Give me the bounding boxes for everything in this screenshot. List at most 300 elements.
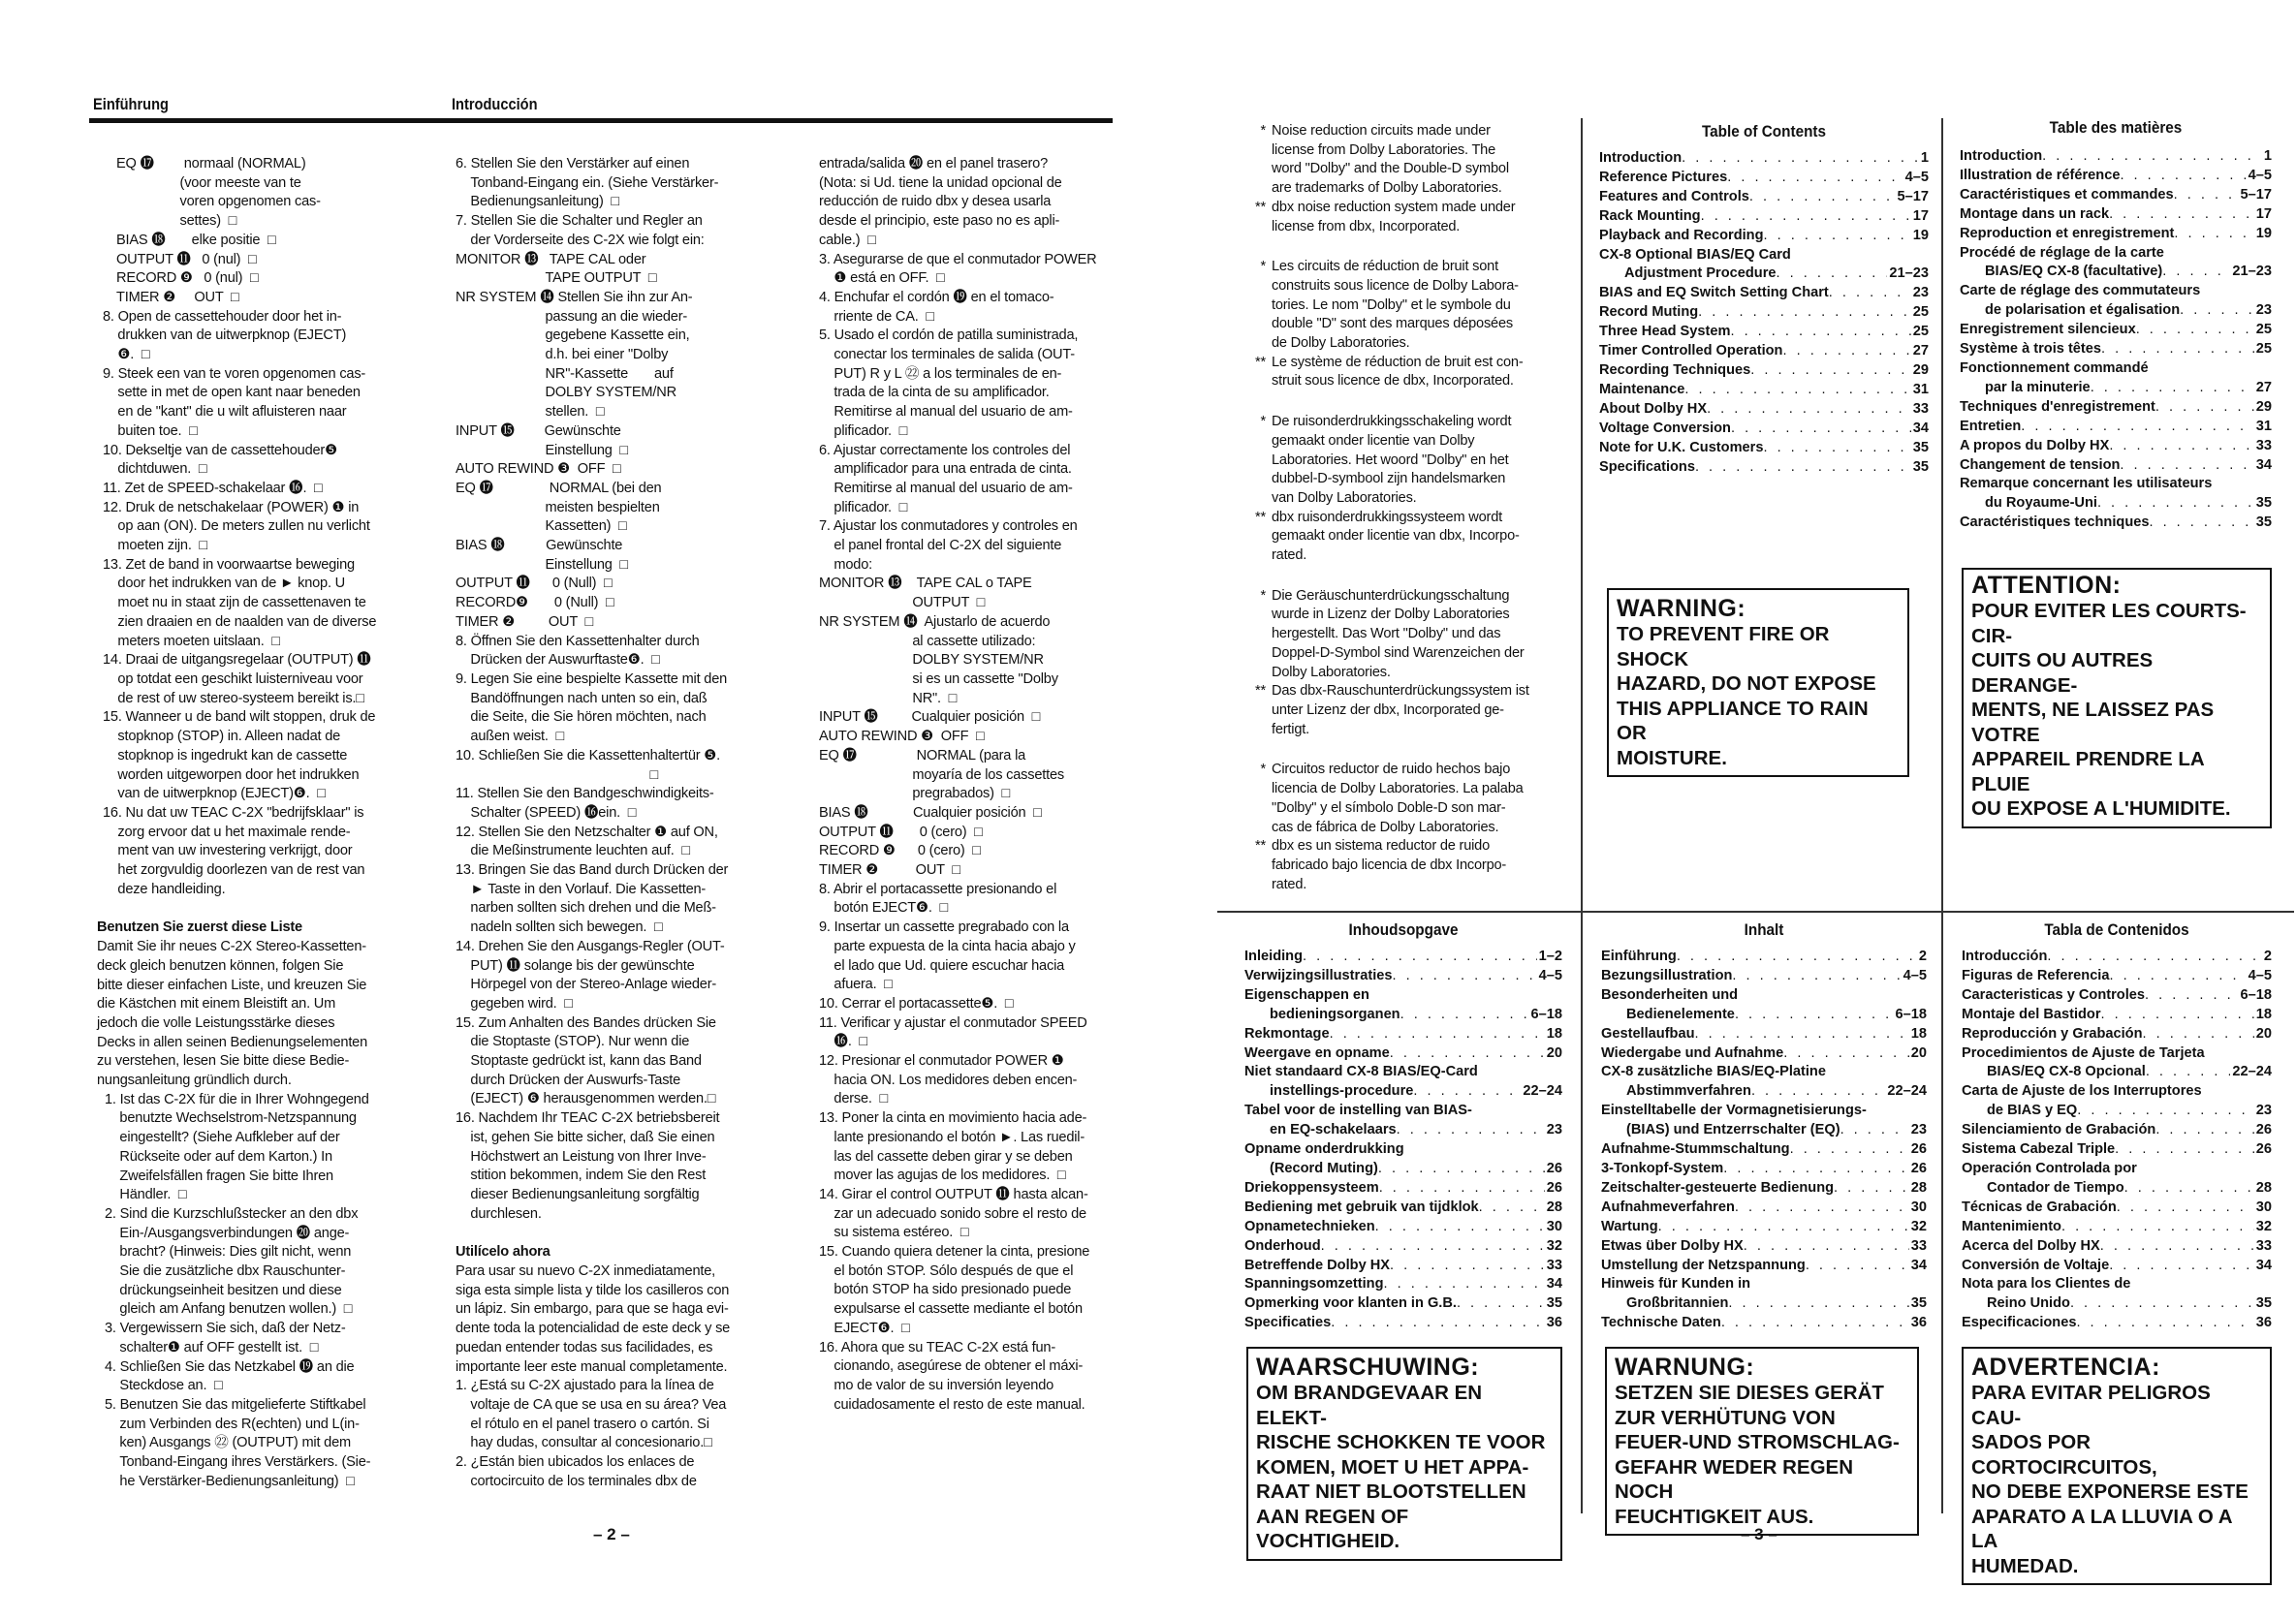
toc-entry[interactable] — [1599, 303, 1929, 323]
toc-french-list — [1960, 147, 2272, 533]
toc-entry-label: Système à trois têtes — [1960, 341, 2102, 358]
toc-entry[interactable] — [1244, 1140, 1562, 1160]
toc-leader-dots — [1782, 342, 1910, 361]
toc-leader-dots — [1783, 1044, 1909, 1064]
toc-entry[interactable] — [1599, 246, 1929, 265]
toc-entry[interactable] — [1601, 1082, 1927, 1102]
toc-entry[interactable] — [1601, 1160, 1927, 1179]
toc-entry[interactable] — [1601, 1063, 1927, 1082]
divider-v1 — [1581, 118, 1583, 1513]
toc-leader-dots — [2120, 167, 2246, 186]
toc-entry[interactable] — [1960, 359, 2272, 379]
toc-entry[interactable] — [1601, 1140, 1927, 1160]
toc-entry-label: Fonctionnement commandé — [1960, 359, 2149, 376]
warning-german-body: SETZEN SIE DIESES GERÄT ZUR VERHÜTUNG VON FEUER-UND STROMSCHLAG- GEFAHR WEDER REGEN NOCH FEUCHTIGKEIT AUS. — [1615, 1382, 1900, 1528]
note-mark: ** — [1255, 354, 1266, 370]
toc-leader-dots — [1698, 303, 1911, 323]
toc-entry-page: 34 — [1910, 1257, 1927, 1273]
toc-entry-label: Playback and Recording — [1599, 227, 1764, 243]
toc-entry-page: 6–18 — [1895, 1006, 1927, 1022]
toc-leader-dots — [2136, 321, 2254, 340]
toc-entry-page: 20 — [2255, 1025, 2272, 1042]
toc-leader-dots — [1744, 1237, 1909, 1257]
toc-entry[interactable] — [1599, 149, 1929, 169]
warning-german — [1605, 1347, 1919, 1536]
toc-entry-label: Caractéristiques techniques — [1960, 514, 2150, 531]
toc-leader-dots — [2109, 1257, 2254, 1276]
toc-entry[interactable] — [1244, 1199, 1562, 1218]
toc-entry[interactable] — [1601, 1006, 1927, 1025]
toc-entry-label: Maintenance — [1599, 381, 1685, 397]
warning-english-body: TO PREVENT FIRE OR SHOCK HAZARD, DO NOT EXPOSE THIS APPLIANCE TO RAIN OR MOISTURE. — [1617, 623, 1876, 769]
toc-entry[interactable] — [1960, 398, 2272, 418]
toc-entry-page: 33 — [1910, 1237, 1927, 1254]
toc-leader-dots — [1397, 1121, 1545, 1140]
toc-entry[interactable] — [1601, 1275, 1927, 1294]
toc-leader-dots — [1730, 323, 1910, 342]
toc-leader-dots — [1331, 1314, 1545, 1333]
toc-entry-label: Three Head System — [1599, 324, 1731, 340]
toc-entry[interactable] — [1960, 282, 2272, 301]
toc-leader-dots — [1321, 1237, 1545, 1257]
toc-entry[interactable] — [1962, 1121, 2272, 1140]
toc-leader-dots — [2149, 514, 2253, 533]
toc-entry-page: 35 — [2255, 1295, 2272, 1312]
toc-entry[interactable] — [1244, 1102, 1562, 1121]
toc-entry-page: 33 — [2255, 1237, 2272, 1254]
toc-entry[interactable] — [1599, 342, 1929, 361]
toc-leader-dots — [1378, 1160, 1545, 1179]
toc-entry-label: Rack Mounting — [1599, 207, 1701, 224]
toc-entry[interactable] — [1599, 439, 1929, 458]
note-text: Les circuits de réduction de bruit sont construits sous licence de Dolby Labora- tories. Le nom "Dolby" et le symbole du double "D" sont des marques déposées de Dolby Laboratories. — [1272, 259, 1519, 352]
toc-entry-label: Zeitschalter-gesteuerte Bedienung — [1601, 1179, 1835, 1196]
toc-entry-label: Introduction — [1960, 148, 2043, 164]
toc-entry-label: Etwas über Dolby HX — [1601, 1237, 1744, 1254]
warning-dutch-title: WAARSCHUWING: — [1256, 1354, 1480, 1381]
toc-entry[interactable] — [1601, 1121, 1927, 1140]
toc-entry-label: de BIAS y EQ — [1987, 1103, 2078, 1119]
toc-entry-label: Timer Controlled Operation — [1599, 343, 1783, 359]
toc-entry[interactable] — [1960, 379, 2272, 398]
toc-entry[interactable] — [1962, 1063, 2272, 1082]
toc-leader-dots — [2091, 379, 2254, 398]
eq-setting-line: RECORD ❾ 0 (nul) □ — [116, 270, 259, 287]
toc-leader-dots — [1790, 1140, 1909, 1160]
toc-entry[interactable] — [1244, 1294, 1562, 1314]
toc-entry[interactable] — [1960, 340, 2272, 359]
toc-entry[interactable] — [1960, 205, 2272, 225]
toc-entry[interactable] — [1244, 948, 1562, 967]
toc-entry-page: 23 — [1910, 1122, 1927, 1138]
toc-leader-dots — [1749, 188, 1896, 207]
toc-leader-dots — [1684, 381, 1910, 400]
toc-entry[interactable] — [1599, 284, 1929, 303]
toc-entry-label: About Dolby HX — [1599, 400, 1708, 417]
toc-entry[interactable] — [1244, 1237, 1562, 1257]
toc-entry-label: Montage dans un rack — [1960, 205, 2110, 222]
toc-entry-page: 18 — [1546, 1025, 1562, 1042]
toc-leader-dots — [2145, 986, 2239, 1006]
toc-entry[interactable] — [1960, 494, 2272, 514]
toc-entry[interactable] — [1244, 1025, 1562, 1044]
toc-entry-page: 26 — [1910, 1160, 1927, 1176]
toc-entry-page: 20 — [1546, 1044, 1562, 1061]
toc-leader-dots — [1834, 1179, 1909, 1199]
warning-english — [1607, 588, 1909, 777]
warning-dutch-body: OM BRANDGEVAAR EN ELEKT- RISCHE SCHOKKEN TE VOOR KOMEN, MOET U HET APPA- RAAT NIET BLOOTSTELLEN AAN REGEN OF VOCHTIGHEID. — [1256, 1382, 1546, 1552]
toc-entry[interactable] — [1601, 967, 1927, 986]
toc-leader-dots — [1457, 1294, 1545, 1314]
toc-entry-page: 1 — [2263, 148, 2272, 164]
toc-entry-page: 22–24 — [2232, 1064, 2272, 1080]
nl-steps: 8. Open de cassettehouder door het in- drukken van de uitwerpknop (EJECT) ❻. □ 9. Steek een van te voren opgenomen cas- sette in met de open kant naar beneden en de "kant" die u wilt afluisteren naar buiten toe. □ 10. Dekseltje van de cassettehouder❺ dichtduwen. □ 11. Zet de SPEED-schakelaar ⓰. □ 12. Druk de netschakelaar (POWER) ❶ in op aan (ON). De meters zullen nu verlicht moeten zijn. □ 13. Zet de band in voorwaartse beweging door het indrukken van de ► knop. U moet nu in staat zijn de cassettenaven te zien draaien en de naalden van de diverse meters moeten uitslaan. □ 14. Draai de uitgangsregelaar (OUTPUT) ⓫ op totdat een geschikt luisterniveau voor de rest of uw stereo-systeem bereikt is.□ 15. Wanneer u de band wilt stoppen, druk de stopknop (STOP) in. Alleen nadat de stopknop is ingedrukt kan de cassette worden uitgeworpen door het indrukken van de uitwerpknop (EJECT)❻. □ 16. Nu dat uw TEAC C-2X "bedrijfsklaar" is zorg ervoor dat u het maximale rende- ment van uw investering verkrijgt, door het zorgvuldig doorlezen van de rest van deze handleiding. — [103, 308, 377, 897]
warning-spanish — [1962, 1347, 2272, 1585]
toc-entry-label: (Record Muting) — [1270, 1160, 1378, 1176]
note-text: dbx es un sistema reductor de ruido fabricado bajo licencia de dbx Incorpo- rated. — [1272, 838, 1507, 892]
toc-entry[interactable] — [1599, 420, 1929, 439]
toc-entry[interactable] — [1244, 1160, 1562, 1179]
toc-entry-page: 34 — [2255, 456, 2272, 473]
toc-german-title: Inhalt — [1744, 920, 1784, 939]
header-introduccion: Introducción — [452, 95, 538, 113]
toc-entry[interactable] — [1960, 225, 2272, 244]
toc-entry[interactable] — [1599, 227, 1929, 246]
toc-entry-label: Enregistrement silencieux — [1960, 322, 2136, 338]
toc-leader-dots — [1750, 361, 1911, 381]
toc-entry[interactable] — [1244, 1044, 1562, 1064]
toc-entry-page: 30 — [1910, 1199, 1927, 1215]
de-checklist-intro: Damit Sie ihr neues C-2X Stereo-Kassetten- deck gleich benutzen können, folgen Sie bitte dieser einfachen Liste, und kreuzen Sie die Kästchen mit einem Bleistift an. Um jedoch die volle Leistungsstärke dieses Decks in allen seinen Bedienungselementen zu verstehen, lesen Sie bitte diese Bedie- nungsanleitung gründlich durch. — [97, 939, 368, 1089]
toc-entry-page: 34 — [2255, 1257, 2272, 1273]
toc-entry[interactable] — [1601, 948, 1927, 967]
warning-german-title: WARNUNG: — [1615, 1354, 1755, 1381]
note-mark: ** — [1255, 683, 1266, 700]
toc-entry-label: de polarisation et égalisation — [1985, 302, 2181, 319]
toc-entry-page: 19 — [1912, 227, 1929, 243]
toc-entry[interactable] — [1962, 1257, 2272, 1276]
toc-entry-label: 3-Tonkopf-System — [1601, 1160, 1724, 1176]
eq-setting-line: voren opgenomen cas- — [116, 194, 321, 210]
toc-entry-page: 36 — [2255, 1315, 2272, 1331]
toc-entry-page: 5–17 — [2240, 186, 2272, 202]
toc-entry[interactable] — [1244, 1063, 1562, 1082]
toc-entry-page: 23 — [2255, 1103, 2272, 1119]
toc-entry[interactable] — [1962, 986, 2272, 1006]
license-note — [1250, 682, 1572, 739]
toc-entry-page: 18 — [1910, 1025, 1927, 1042]
toc-leader-dots — [2100, 1237, 2254, 1257]
toc-entry-label: Aufnahmeverfahren — [1601, 1199, 1735, 1215]
toc-dutch-list — [1244, 948, 1562, 1333]
toc-entry[interactable] — [1962, 1294, 2272, 1314]
note-mark: ** — [1255, 199, 1266, 215]
toc-leader-dots — [1727, 169, 1903, 188]
toc-entry[interactable] — [1601, 1314, 1927, 1333]
toc-entry[interactable] — [1960, 456, 2272, 476]
toc-entry[interactable] — [1601, 986, 1927, 1006]
toc-entry-page: 34 — [1546, 1276, 1562, 1293]
toc-entry-label: Bedienelemente — [1626, 1006, 1735, 1022]
toc-entry-page: 33 — [1912, 400, 1929, 417]
toc-entry[interactable] — [1960, 475, 2272, 494]
toc-entry[interactable] — [1601, 1044, 1927, 1064]
toc-english — [1599, 122, 1929, 477]
toc-english-title: Table of Contents — [1701, 122, 1827, 140]
toc-entry-label: Inleiding — [1244, 949, 1303, 964]
note-mark: ** — [1255, 509, 1266, 525]
toc-dutch — [1244, 920, 1562, 1333]
toc-entry[interactable] — [1244, 1006, 1562, 1025]
note-text: dbx ruisonderdrukkingssysteem wordt gemaakt onder licentie van dbx, Incorpo- rated. — [1272, 509, 1520, 564]
toc-entry[interactable] — [1599, 400, 1929, 420]
toc-entry[interactable] — [1599, 458, 1929, 478]
note-mark: * — [1260, 762, 1266, 778]
toc-entry[interactable] — [1599, 265, 1929, 284]
toc-entry[interactable] — [1599, 188, 1929, 207]
toc-entry[interactable] — [1601, 1025, 1927, 1044]
toc-entry[interactable] — [1962, 1218, 2272, 1237]
toc-entry-label: Caracteristicas y Controles — [1962, 986, 2145, 1003]
toc-leader-dots — [1400, 1006, 1529, 1025]
toc-entry-label: Remarque concernant les utilisateurs — [1960, 476, 2213, 492]
toc-entry[interactable] — [1960, 186, 2272, 205]
toc-leader-dots — [2180, 301, 2254, 321]
toc-leader-dots — [1721, 1314, 1909, 1333]
toc-entry[interactable] — [1601, 1237, 1927, 1257]
toc-entry-label: Operación Controlada por — [1962, 1160, 2137, 1176]
note-text: Circuitos reductor de ruido hechos bajo licencia de Dolby Laboratories. La palaba "Dolby" y el símbolo Doble-D son mar- cas de fábrica de Dolby Laboratories. — [1272, 762, 1524, 835]
toc-entry[interactable] — [1599, 381, 1929, 400]
toc-leader-dots — [2109, 967, 2246, 986]
toc-entry[interactable] — [1962, 1006, 2272, 1025]
toc-leader-dots — [2047, 948, 2262, 967]
toc-entry[interactable] — [1599, 323, 1929, 342]
toc-leader-dots — [1763, 439, 1910, 458]
toc-entry-page: 6–18 — [2240, 986, 2272, 1003]
license-note — [1250, 761, 1572, 837]
toc-entry-label: Carta de Ajuste de los Interruptores — [1962, 1083, 2202, 1100]
toc-entry-page: 17 — [2255, 205, 2272, 222]
toc-leader-dots — [1728, 1294, 1908, 1314]
toc-entry-page: 36 — [1910, 1315, 1927, 1331]
toc-entry-page: 28 — [1910, 1179, 1927, 1196]
toc-entry-label: Features and Controls — [1599, 188, 1749, 204]
toc-entry-label: Aufnahme-Stummschaltung — [1601, 1141, 1790, 1158]
toc-entry-label: Opname onderdrukking — [1244, 1141, 1404, 1158]
toc-entry[interactable] — [1962, 1160, 2272, 1179]
toc-entry-label: Techniques d'enregistrement — [1960, 398, 2155, 415]
toc-entry-label: Umstellung der Netzspannung — [1601, 1257, 1806, 1273]
toc-entry[interactable] — [1962, 1199, 2272, 1218]
toc-leader-dots — [2146, 1063, 2231, 1082]
toc-leader-dots — [1840, 1121, 1909, 1140]
toc-leader-dots — [1735, 1006, 1894, 1025]
toc-entry[interactable] — [1962, 1140, 2272, 1160]
toc-entry-label: BIAS/EQ CX-8 Opcional — [1987, 1064, 2146, 1080]
toc-leader-dots — [1723, 1160, 1909, 1179]
toc-entry[interactable] — [1962, 1102, 2272, 1121]
toc-entry[interactable] — [1960, 321, 2272, 340]
toc-entry[interactable] — [1599, 361, 1929, 381]
license-note — [1250, 413, 1572, 509]
toc-entry[interactable] — [1962, 967, 2272, 986]
toc-leader-dots — [1330, 1025, 1545, 1044]
note-mark: * — [1260, 259, 1266, 275]
toc-entry-page: 1 — [1920, 150, 1929, 166]
header-einfuehrung: Einführung — [93, 95, 169, 113]
toc-leader-dots — [2174, 186, 2239, 205]
toc-entry-label: Entretien — [1960, 418, 2022, 434]
toc-entry-label: CX-8 zusätzliche BIAS/EQ-Platine — [1601, 1064, 1826, 1080]
toc-entry[interactable] — [1601, 1294, 1927, 1314]
toc-entry-label: Besonderheiten und — [1601, 986, 1739, 1003]
note-text: Das dbx-Rauschunterdrückungssystem ist unter Lizenz der dbx, Incorporated ge- fertigt. — [1272, 683, 1529, 737]
toc-entry-page: 30 — [2255, 1199, 2272, 1215]
toc-leader-dots — [1701, 207, 1911, 227]
toc-entry-page: 32 — [1910, 1218, 1927, 1234]
toc-entry-page: 27 — [1912, 343, 1929, 359]
toc-entry[interactable] — [1244, 1218, 1562, 1237]
toc-entry[interactable] — [1962, 1237, 2272, 1257]
toc-leader-dots — [2109, 205, 2254, 225]
toc-entry[interactable] — [1601, 1257, 1927, 1276]
note-mark: ** — [1255, 838, 1266, 855]
toc-entry[interactable] — [1962, 1082, 2272, 1102]
toc-spanish — [1962, 920, 2272, 1333]
toc-entry-page: 2 — [2263, 949, 2272, 964]
toc-entry[interactable] — [1962, 948, 2272, 967]
toc-entry[interactable] — [1960, 147, 2272, 167]
toc-leader-dots — [2097, 494, 2254, 514]
toc-entry[interactable] — [1601, 1102, 1927, 1121]
toc-entry-page: 36 — [1546, 1315, 1562, 1331]
toc-entry[interactable] — [1244, 986, 1562, 1006]
toc-leader-dots — [1479, 1199, 1545, 1218]
page-number-2: – 2 – — [593, 1525, 630, 1543]
toc-entry-page: 30 — [1546, 1218, 1562, 1234]
toc-entry-page: 25 — [2255, 322, 2272, 338]
toc-entry[interactable] — [1244, 1314, 1562, 1333]
toc-leader-dots — [2162, 263, 2230, 282]
toc-leader-dots — [1735, 1199, 1909, 1218]
toc-leader-dots — [1390, 1257, 1545, 1276]
toc-entry[interactable] — [1244, 1257, 1562, 1276]
toc-entry-page: 4–5 — [1903, 967, 1927, 983]
toc-leader-dots — [1695, 1025, 1909, 1044]
toc-entry-page: 4–5 — [2248, 967, 2272, 983]
toc-entry[interactable] — [1960, 167, 2272, 186]
toc-german — [1601, 920, 1927, 1333]
warning-spanish-title: ADVERTENCIA: — [1971, 1354, 2160, 1381]
toc-entry-page: 31 — [2255, 418, 2272, 434]
toc-entry-label: Introducción — [1962, 949, 2048, 964]
toc-entry[interactable] — [1960, 418, 2272, 437]
toc-french — [1960, 118, 2272, 533]
toc-entry[interactable] — [1962, 1275, 2272, 1294]
toc-entry[interactable] — [1601, 1179, 1927, 1199]
toc-entry[interactable] — [1601, 1218, 1927, 1237]
toc-entry-page: 2 — [1918, 949, 1927, 964]
toc-entry-label: Einstelltabelle der Vormagnetisierungs- — [1601, 1103, 1867, 1119]
toc-entry-page: 6–18 — [1530, 1006, 1562, 1022]
warning-english-title: WARNING: — [1617, 595, 1746, 622]
toc-entry[interactable] — [1960, 244, 2272, 264]
toc-entry-page: 27 — [2255, 379, 2272, 395]
toc-entry[interactable] — [1599, 207, 1929, 227]
toc-entry[interactable] — [1244, 1275, 1562, 1294]
toc-entry[interactable] — [1244, 1121, 1562, 1140]
toc-entry[interactable] — [1960, 437, 2272, 456]
toc-leader-dots — [2124, 1179, 2254, 1199]
license-note — [1250, 509, 1572, 566]
note-mark: * — [1260, 123, 1266, 139]
toc-entry[interactable] — [1962, 1179, 2272, 1199]
toc-entry-page: 29 — [1912, 361, 1929, 378]
toc-entry-page: 35 — [1912, 439, 1929, 455]
toc-entry-label: Specifications — [1599, 458, 1695, 475]
toc-entry[interactable] — [1601, 1199, 1927, 1218]
toc-leader-dots — [1303, 948, 1537, 967]
toc-entry-page: 25 — [2255, 341, 2272, 358]
toc-leader-dots — [1751, 1082, 1885, 1102]
toc-leader-dots — [2070, 1294, 2254, 1314]
toc-entry-label: Reproducción y Grabación — [1962, 1025, 2143, 1042]
toc-entry[interactable] — [1962, 1025, 2272, 1044]
toc-entry[interactable] — [1962, 1044, 2272, 1064]
left-col-1 — [97, 155, 407, 1492]
toc-entry[interactable] — [1244, 1082, 1562, 1102]
toc-entry[interactable] — [1960, 263, 2272, 282]
toc-entry-page: 35 — [1912, 458, 1929, 475]
toc-entry-label: Opmerking voor klanten in G.B. — [1244, 1295, 1457, 1312]
toc-entry-page: 29 — [2255, 398, 2272, 415]
toc-french-title: Table des matières — [2049, 118, 2183, 137]
note-text: Le système de réduction de bruit est con- struit sous licence de dbx, Incorporated. — [1272, 354, 1524, 389]
toc-entry[interactable] — [1244, 1179, 1562, 1199]
toc-entry-page: 25 — [1912, 324, 1929, 340]
toc-entry-page: 28 — [2255, 1179, 2272, 1196]
toc-entry[interactable] — [1960, 301, 2272, 321]
toc-entry[interactable] — [1599, 169, 1929, 188]
toc-leader-dots — [1732, 967, 1901, 986]
toc-entry[interactable] — [1960, 514, 2272, 533]
toc-entry-label: Betreffende Dolby HX — [1244, 1257, 1391, 1273]
toc-leader-dots — [2143, 1025, 2254, 1044]
eq-setting-line: (voor meeste van te — [116, 174, 301, 191]
toc-entry-page: 23 — [1912, 285, 1929, 301]
toc-entry-label: Montaje del Bastidor — [1962, 1006, 2101, 1022]
toc-entry-label: CX-8 Optional BIAS/EQ Card — [1599, 246, 1791, 263]
toc-entry-page: 5–17 — [1897, 188, 1929, 204]
note-mark: * — [1260, 414, 1266, 430]
toc-entry-label: Spanningsomzetting — [1244, 1276, 1384, 1293]
toc-entry[interactable] — [1962, 1314, 2272, 1333]
toc-leader-dots — [1777, 265, 1888, 284]
toc-entry[interactable] — [1244, 967, 1562, 986]
toc-leader-dots — [1658, 1218, 1909, 1237]
header-rule — [89, 118, 1113, 123]
toc-entry-label: Specificaties — [1244, 1315, 1332, 1331]
toc-entry-page: 32 — [2255, 1218, 2272, 1234]
toc-entry-page: 1–2 — [1538, 949, 1562, 964]
toc-entry-page: 22–24 — [1523, 1083, 1562, 1100]
toc-entry-label: par la minuterie — [1985, 379, 2091, 395]
toc-entry-label: A propos du Dolby HX — [1960, 437, 2110, 453]
license-note — [1250, 837, 1572, 894]
toc-entry-label: Acerca del Dolby HX — [1962, 1237, 2100, 1254]
toc-entry-page: 4–5 — [1904, 169, 1929, 185]
